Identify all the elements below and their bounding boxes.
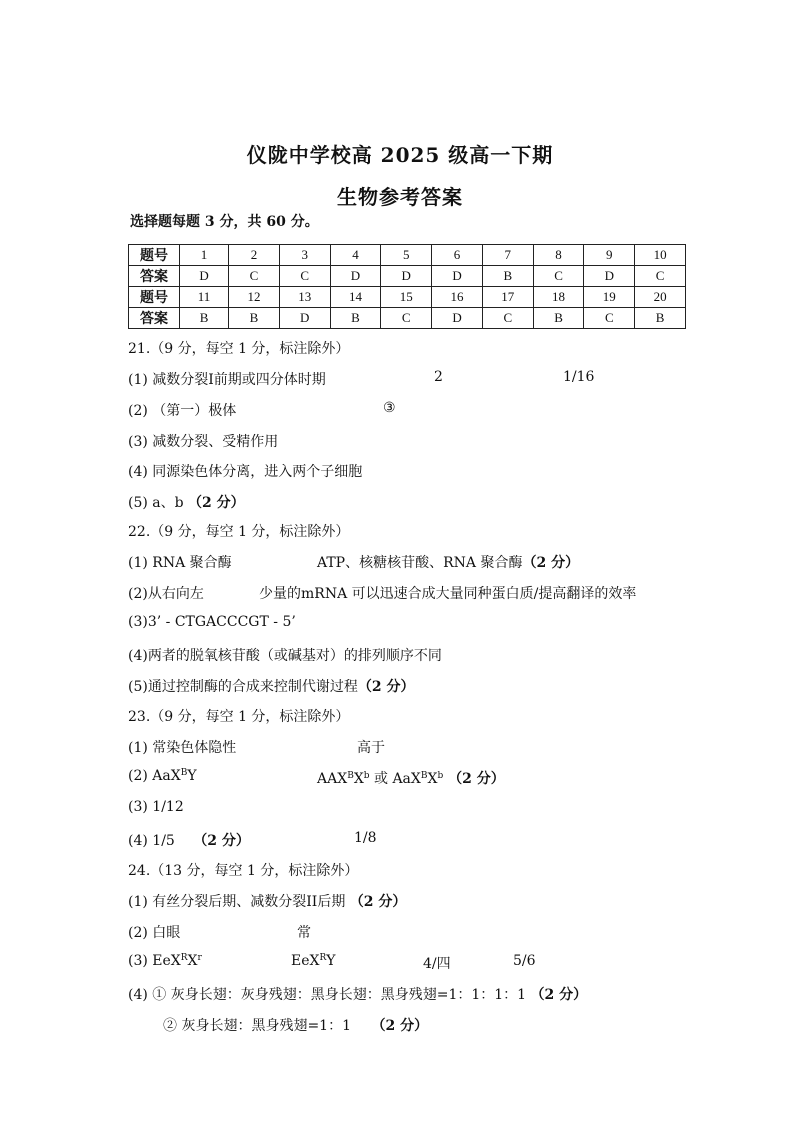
q23-answer-1b: 高于	[357, 740, 385, 756]
row-label: 答案	[129, 266, 180, 287]
table-cell: 4	[330, 245, 381, 266]
table-cell: 19	[584, 287, 635, 308]
q22-answer-5-text: (5)通过控制酶的合成来控制代谢过程	[128, 679, 358, 695]
superscript: R	[180, 953, 188, 963]
q23-answer-4a	[128, 830, 250, 850]
table-cell: 18	[533, 287, 584, 308]
table-cell: D	[330, 266, 381, 287]
genotype-text: 或 AaX	[369, 771, 421, 787]
table-cell: C	[381, 308, 432, 329]
q24-answer-1	[128, 891, 406, 911]
genotype-text: (2) AaX	[128, 768, 181, 784]
genotype-text: AAX	[317, 771, 348, 787]
q21-answer-1c: 1/16	[563, 369, 595, 385]
table-cell: 2	[229, 245, 280, 266]
q22-answer-2a: (2)从右向左	[128, 586, 204, 602]
superscript: b	[437, 771, 444, 781]
q22-answer-3: (3)3’ - CTGACCCGT - 5’	[128, 614, 296, 630]
score-mark: （2 分）	[357, 679, 415, 695]
q23-header: 23.（9 分，每空 1 分，标注除外）	[128, 709, 350, 725]
q23-answer-2b	[317, 768, 505, 788]
q21-answer-2b: ③	[383, 400, 396, 416]
table-cell: C	[635, 266, 686, 287]
table-cell: 15	[381, 287, 432, 308]
answer-text: (4) 1/5	[128, 833, 180, 849]
q22-answer-1b-text: ATP、核糖核苷酸、RNA 聚合酶	[317, 555, 523, 571]
table-cell: D	[180, 266, 229, 287]
q21-answer-2a: (2) （第一）极体	[128, 403, 237, 419]
table-cell: 7	[482, 245, 533, 266]
row-label: 答案	[129, 308, 180, 329]
q23-answer-1a: (1) 常染色体隐性	[128, 740, 237, 756]
q21-answer-5	[128, 492, 245, 512]
answer-table	[128, 244, 686, 329]
q23-answer-4c: 1/8	[354, 830, 377, 846]
table-cell: 9	[584, 245, 635, 266]
table-cell: B	[330, 308, 381, 329]
genotype-text: X	[187, 953, 198, 969]
q21-answer-3: (3) 减数分裂、受精作用	[128, 434, 279, 450]
document-subtitle: 生物参考答案	[337, 185, 463, 209]
genotype-text: EeX	[291, 953, 320, 969]
table-cell: B	[533, 308, 584, 329]
table-cell: C	[279, 266, 330, 287]
table-cell: 16	[432, 287, 483, 308]
table-cell: C	[482, 308, 533, 329]
genotype-text: Y	[187, 768, 197, 784]
q24-answer-3c: 4/四	[423, 956, 451, 972]
table-cell: C	[533, 266, 584, 287]
table-cell: 5	[381, 245, 432, 266]
q24-answer-4-1	[128, 984, 587, 1004]
table-cell: 3	[279, 245, 330, 266]
score-mark: （2 分）	[349, 894, 407, 910]
q21-answer-4: (4) 同源染色体分离，进入两个子细胞	[128, 464, 363, 480]
table-cell: B	[180, 308, 229, 329]
table-cell: 1	[180, 245, 229, 266]
table-cell: B	[229, 308, 280, 329]
table-cell: 10	[635, 245, 686, 266]
table-cell: D	[584, 266, 635, 287]
superscript: B	[420, 771, 428, 781]
table-cell: 20	[635, 287, 686, 308]
superscript: R	[319, 953, 327, 963]
table-cell: 13	[279, 287, 330, 308]
table-row-answers-2	[129, 308, 686, 329]
q22-header: 22.（9 分，每空 1 分，标注除外）	[128, 524, 350, 540]
q21-answer-1a: (1) 减数分裂I前期或四分体时期	[128, 372, 326, 388]
q23-answer-3: (3) 1/12	[128, 799, 184, 815]
q24-answer-3d: 5/6	[513, 953, 536, 969]
score-mark: （2 分）	[530, 987, 588, 1003]
table-cell: C	[229, 266, 280, 287]
table-row-numbers-1	[129, 245, 686, 266]
superscript: B	[347, 771, 354, 781]
choice-section-intro: 选择题每题 3 分，共 60 分。	[130, 214, 319, 230]
q21-answer-1b: 2	[434, 369, 443, 385]
q22-answer-1b	[317, 552, 579, 572]
table-cell: D	[432, 308, 483, 329]
genotype-text: (3) EeX	[128, 953, 181, 969]
q22-answer-4: (4)两者的脱氧核苷酸（或碱基对）的排列顺序不同	[128, 648, 442, 664]
q23-answer-2a	[128, 768, 197, 784]
score-mark: （2 分）	[193, 833, 250, 849]
genotype-text: X	[427, 771, 438, 787]
table-cell: 8	[533, 245, 584, 266]
table-cell: B	[482, 266, 533, 287]
score-mark: （2 分）	[443, 771, 505, 787]
genotype-text: X	[353, 771, 364, 787]
score-mark: （2 分）	[522, 555, 580, 571]
table-cell: D	[279, 308, 330, 329]
table-cell: C	[584, 308, 635, 329]
score-mark: （2 分）	[371, 1018, 429, 1034]
q24-header: 24.（13 分，每空 1 分，标注除外）	[128, 863, 359, 879]
table-cell: 11	[180, 287, 229, 308]
table-cell: D	[381, 266, 432, 287]
q24-answer-3b	[291, 953, 336, 969]
q21-header: 21.（9 分，每空 1 分，标注除外）	[128, 341, 350, 357]
superscript: B	[180, 768, 188, 778]
score-mark: （2 分）	[188, 495, 245, 511]
table-cell: D	[432, 266, 483, 287]
superscript: r	[197, 953, 202, 963]
q24-answer-2a: (2) 白眼	[128, 925, 181, 941]
q22-answer-5	[128, 676, 414, 696]
document-title: 仪陇中学校高 2025 级高一下期	[246, 143, 554, 167]
q22-answer-2b: 少量的mRNA 可以迅速合成大量同种蛋白质/提高翻译的效率	[259, 586, 637, 602]
table-cell: 14	[330, 287, 381, 308]
table-row-numbers-2	[129, 287, 686, 308]
row-label: 题号	[129, 245, 180, 266]
table-cell: 6	[432, 245, 483, 266]
q22-answer-1a: (1) RNA 聚合酶	[128, 555, 232, 571]
genotype-text: Y	[326, 953, 336, 969]
table-cell: 12	[229, 287, 280, 308]
answer-text: (4) ① 灰身长翅：灰身残翅：黑身长翅：黑身残翅=1：1：1：1	[128, 987, 531, 1003]
q24-answer-2b: 常	[297, 925, 311, 941]
row-label: 题号	[129, 287, 180, 308]
q24-answer-4-2	[163, 1015, 428, 1035]
q24-answer-3a	[128, 953, 202, 969]
answer-text: (1) 有丝分裂后期、减数分裂II后期	[128, 894, 350, 910]
superscript: b	[363, 771, 370, 781]
table-row-answers-1	[129, 266, 686, 287]
table-cell: 17	[482, 287, 533, 308]
table-cell: B	[635, 308, 686, 329]
answer-text: ② 灰身长翅：黑身残翅=1：1	[163, 1018, 356, 1034]
q21-answer-5-text: (5) a、b	[128, 495, 189, 511]
